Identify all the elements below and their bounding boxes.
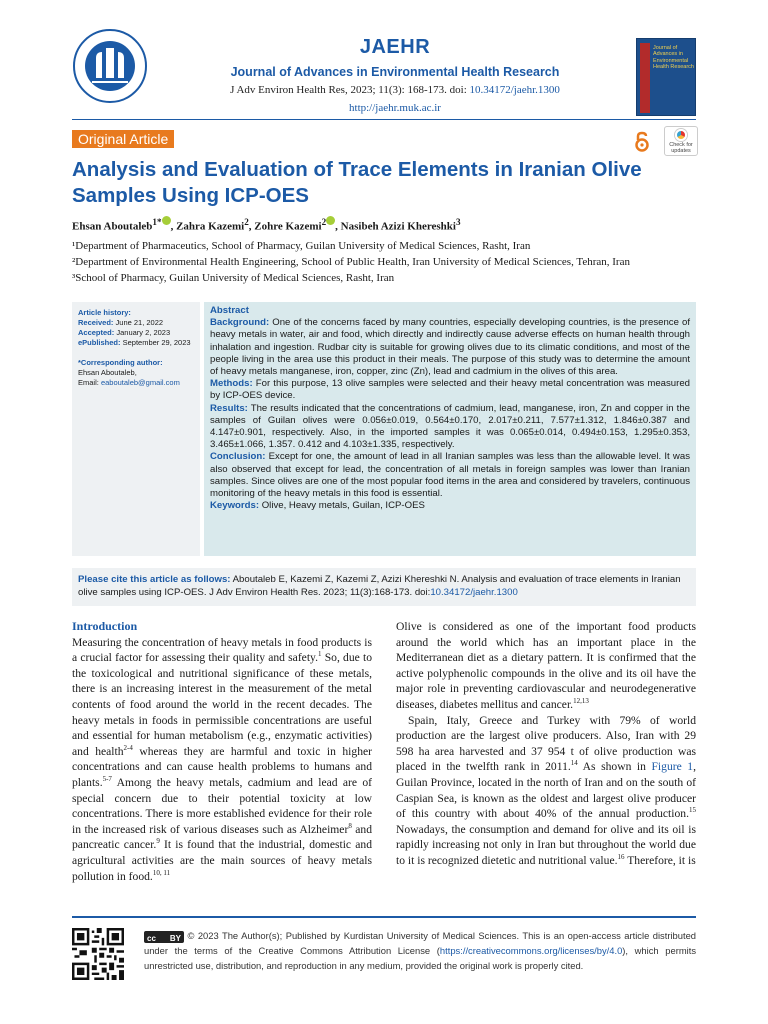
author-list: Ehsan Aboutaleb$^{1*}$ , Zahra Kazemi$^2$, Zohre Kazemi$^2$ , Nasibeh Azizi Khereshki$^3$: [72, 217, 461, 233]
affiliation-item: ²Department of Environmental Health Engineering, School of Public Health, Iran University of Medical Sciences, Tehran, Iran: [72, 256, 630, 268]
orcid-icon[interactable]: [162, 216, 171, 225]
journal-citation: [190, 84, 600, 96]
open-access-icon: [634, 131, 650, 153]
accepted-date: Accepted: January 2, 2023: [78, 328, 171, 337]
body-column-right: [396, 619, 696, 869]
email-link[interactable]: eaboutaleb@gmail.com: [100, 378, 180, 387]
affiliations: [72, 238, 630, 286]
header-divider: [72, 119, 696, 120]
author-name: Zohre Kazemi: [254, 220, 322, 233]
affiliation-item: ³School of Pharmacy, Guilan University of Medical Sciences, Rasht, Iran: [72, 272, 395, 284]
orcid-icon[interactable]: [326, 216, 335, 225]
license-link[interactable]: https://creativecommons.org/licenses/by/4.0: [439, 945, 623, 956]
citation-label: Please cite this article as follows:: [78, 574, 231, 585]
author-sup: 1*: [152, 217, 162, 227]
corresponding-email: Email: eaboutaleb@gmail.com: [78, 378, 180, 387]
journal-doi-link[interactable]: 10.34172/jaehr.1300: [469, 84, 560, 96]
journal-cite-prefix: J Adv Environ Health Res, 2023; 11(3): 168-173. doi:: [230, 84, 467, 96]
body-paragraph: Measuring the concentration of heavy metals in food products is a crucial factor for assessing their quality and safety.$^1$ So, due to the toxicological and nutritional significance of these metals, there is an increasing interest in the measurement of the metal contents of food around the world in the recent decades. The heavy metals in foods in permissible concentrations are useful and essential for human metabolism (e.g., enzymatic activities) and health$^{2-4}$ whereas they are harmful and toxic in higher concentrations and can cause health problems to humans and plants.$^{5-7}$ Among the heavy metals, cadmium and lead are of special concern due to their potential toxicity at low concentrations. There is more established evidence for their role in the increased risk of various diseases such as Alzheimer$^8$ and pancreatic cancer.$^9$ It is found that the industrial, domestic and agricultural activities are the main sources of heavy metals pollution in food.$^{10, 11}$: [72, 635, 373, 883]
license-text: cc BY © 2023 The Author(s); Published by Kurdistan University of Medical Sciences. This is an open-access article distributed under the terms of the Creative Commons Attribution License (https://creativecommons.org/licenses/by/4.0), which permits unrestricted use, distribution, and reproduction in any medium, provided the original work is properly cited.: [144, 928, 696, 973]
check-updates-icon: [675, 129, 687, 141]
section-heading-introduction: Introduction: [72, 619, 138, 633]
citation-doi-link[interactable]: 10.34172/jaehr.1300: [430, 587, 518, 598]
body-paragraph: Spain, Italy, Greece and Turkey with 79% of world production are the largest olive producers. Also, Iran with 29 598 ha area harvested and 37 954 t of olive production was placed in the twelfth rank in 2011.14 As shown in Figure 1, Guilan Province, located in the north of Iran and on the south of Caspian Sea, is known as the oldest and largest olive producer of this country with about 40% of the annual production.$^{15}$ Nowadays, the consumption and demand for olive and its oil is rapidly increasing not only in Iran but throughout the world due to it is recognized dietetic and nutritional value.$^{16}$ Therefore, it is: [396, 713, 696, 867]
body-column-left: [72, 619, 372, 884]
journal-header: [0, 0, 768, 128]
license-footer: [72, 916, 696, 980]
masthead: [190, 36, 600, 114]
author-name: Nasibeh Azizi Khereshki: [340, 220, 456, 233]
cover-title: Journal of Advances in Environmental Health Research: [653, 45, 694, 70]
abstract-background: Background: One of the concerns faced by many countries, especially developing countries, is the presence of heavy metals in water, air and food, which directly and indirectly cause adverse effects on human health through inhalation and ingestion. Rudbar city is suitable for growing olives due to its climatic conditions, and most of the people living in the area use this product in their meals. The purpose of this study was to determine the amount of heavy metals manganese, iron, copper, zinc (Zn), lead and cadmium in the olives of this area.: [210, 317, 690, 378]
article-title: Analysis and Evaluation of Trace Elements in Iranian Olive Samples Using ICP-OES: [72, 158, 642, 207]
qr-code-icon[interactable]: [72, 928, 124, 980]
citation-text: Aboutaleb E, Kazemi Z, Kazemi Z, Azizi Khereshki N. Analysis and evaluation of trace elements in Iranian olive samples using ICP-OES. J Adv Environ Health Res. 2023; 11(3):168-173. doi:: [78, 574, 681, 598]
journal-short-title: JAEHR: [359, 36, 431, 58]
abstract-results: Results: The results indicated that the concentrations of cadmium, lead, manganese, iron, Zn and copper in the samples of Guilan olives were 0.056±0.019, 0.564±0.170, 2.017±0.211, 7.577±1.312, 1.846±0.387 and 4.147±0.901, respectively. Also, in the imported samples it was 0.065±0.014, 0.494±0.153, 1.295±0.353, 3.465±1.066, 1.357. 0.412 and 4.103±1.335, respectively.: [210, 402, 690, 451]
check-for-updates-button[interactable]: [664, 126, 698, 156]
university-logo-icon: [72, 28, 148, 104]
abstract-box: [204, 302, 696, 556]
abstract-conclusion: Conclusion: Except for one, the amount of lead in all Iranian samples was less than the allowable level. It was also observed that except for lead, the concentration of all metals in foreign samples was lower than Iranian samples. Since olives are one of the most popular food items in the area and considered by travelers, continuous monitoring of the heavy metals in this food is essential.: [210, 451, 690, 500]
affiliation-item: ¹Department of Pharmaceutics, School of Pharmacy, Guilan University of Medical Sciences, Rasht, Iran: [72, 240, 531, 252]
author-sup: 3: [455, 217, 461, 227]
cc-by-icon[interactable]: [144, 931, 184, 943]
author-sup: 2: [244, 217, 249, 227]
author-name: Zahra Kazemi: [176, 220, 245, 233]
journal-cover-thumbnail: [636, 38, 696, 116]
journal-url-link[interactable]: http://jaehr.muk.ac.ir: [349, 102, 441, 114]
abstract-heading: Abstract: [210, 305, 249, 316]
article-info-sidebar: [72, 302, 200, 556]
author-name: Ehsan Aboutaleb: [72, 220, 153, 233]
figure-1-link[interactable]: Figure 1: [651, 760, 694, 774]
corresponding-heading: *Corresponding author:: [78, 358, 163, 367]
body-paragraph: Olive is considered as one of the important food products around the world which has an important place in the Mediterranean diet as a dietary pattern. It is confirmed that the active polyphenolic compounds in the olive and its oil have the major role in preventing cardiovascular and neurodegenerative diseases, diabetes mellitus and cancer.$^{12,13}$: [396, 620, 696, 711]
cover-accent-bar: [640, 43, 650, 113]
citation-box: [72, 568, 696, 606]
journal-full-title: Journal of Advances in Environmental Health Research: [230, 65, 560, 79]
author-sup: 2: [321, 217, 327, 227]
article-type-badge: Original Article: [72, 130, 174, 148]
received-date: Received: June 21, 2022: [78, 318, 164, 327]
published-date: ePublished: September 29, 2023: [78, 338, 191, 347]
history-heading: Article history:: [78, 308, 131, 317]
corresponding-name: Ehsan Aboutaleb,: [78, 368, 137, 377]
abstract-keywords: Keywords: Olive, Heavy metals, Guilan, ICP-OES: [210, 500, 425, 512]
abstract-methods: Methods: For this purpose, 13 olive samples were selected and their heavy metal concentration was measured by ICP-OES device.: [210, 378, 690, 402]
check-updates-label: Check for updates: [669, 142, 693, 154]
